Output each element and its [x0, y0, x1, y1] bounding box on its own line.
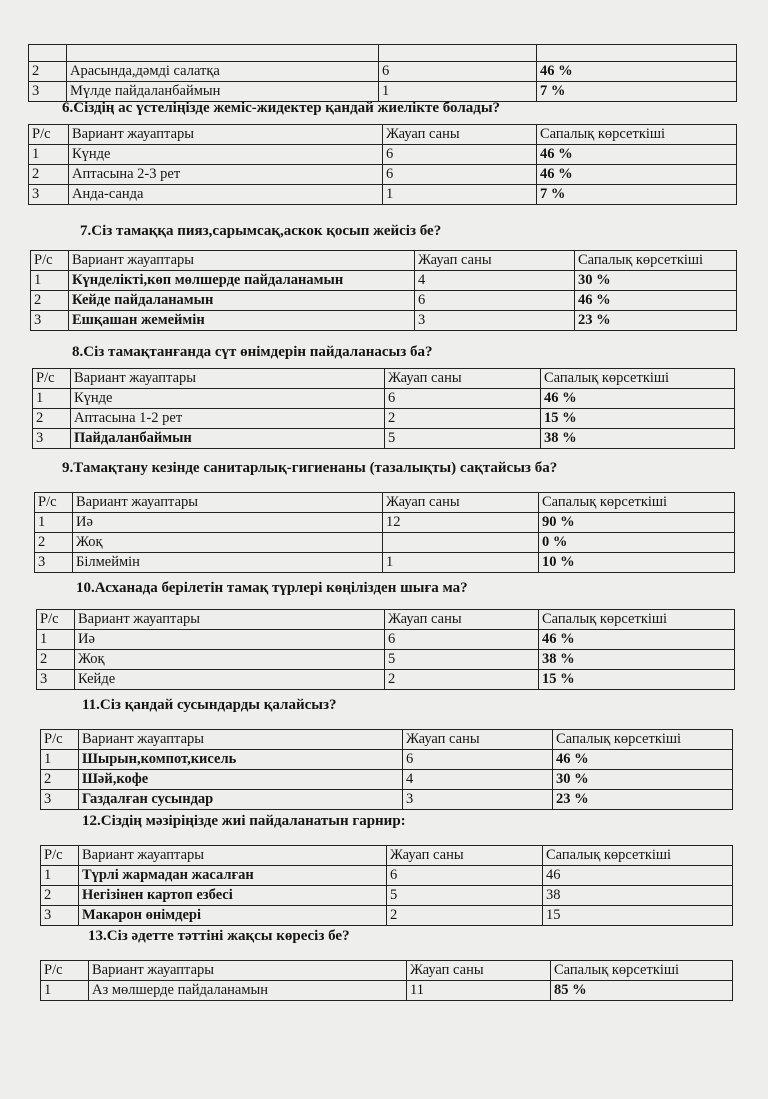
table-q5-continued	[28, 44, 737, 102]
cell-num: 3	[33, 429, 71, 449]
cell-variant: Иә	[73, 513, 383, 533]
cell-num	[29, 45, 67, 62]
table-q13	[40, 960, 733, 1001]
cell-percent: 15 %	[541, 409, 735, 429]
cell-variant: Жоқ	[75, 650, 385, 670]
table-row	[29, 62, 737, 82]
header-num: Р/с	[41, 961, 89, 981]
cell-percent: 10 %	[539, 553, 735, 573]
cell-count	[383, 533, 539, 553]
table-row	[35, 513, 735, 533]
header-num: Р/с	[31, 251, 69, 271]
cell-num: 3	[29, 82, 67, 102]
cell-percent: 46	[543, 866, 733, 886]
table-row	[37, 670, 735, 690]
table-header-row	[41, 846, 733, 866]
cell-variant: Негізінен картоп езбесі	[79, 886, 387, 906]
header-percent: Сапалық көрсеткіші	[543, 846, 733, 866]
cell-num: 3	[29, 185, 69, 205]
header-count: Жауап саны	[383, 125, 537, 145]
cell-count	[379, 45, 537, 62]
cell-percent: 38	[543, 886, 733, 906]
header-num: Р/с	[35, 493, 73, 513]
header-variant: Вариант жауаптары	[69, 125, 383, 145]
cell-num: 1	[37, 630, 75, 650]
table-q10	[36, 609, 735, 690]
cell-variant: Ешқашан жемеймін	[69, 311, 415, 331]
table-q11	[40, 729, 733, 810]
cell-num: 1	[41, 981, 89, 1001]
question-title: 10.Асханада берілетін тамақ түрлері көңілізден шыға ма?	[76, 580, 468, 596]
cell-num: 2	[31, 291, 69, 311]
header-variant: Вариант жауаптары	[79, 730, 403, 750]
cell-percent: 90 %	[539, 513, 735, 533]
cell-variant: Газдалған сусындар	[79, 790, 403, 810]
cell-num: 3	[37, 670, 75, 690]
cell-count: 1	[383, 185, 537, 205]
table-row	[31, 271, 737, 291]
cell-num: 2	[37, 650, 75, 670]
cell-variant: Жоқ	[73, 533, 383, 553]
cell-count: 6	[385, 630, 539, 650]
table-row	[41, 790, 733, 810]
cell-count: 6	[383, 145, 537, 165]
cell-percent: 30 %	[553, 770, 733, 790]
cell-num: 2	[35, 533, 73, 553]
table-row	[29, 82, 737, 102]
question-title: 8.Сіз тамақтанғанда сүт өнімдерін пайдаланасыз ба?	[72, 344, 433, 360]
header-num: Р/с	[37, 610, 75, 630]
cell-count: 6	[415, 291, 575, 311]
cell-count: 6	[379, 62, 537, 82]
question-title: 13.Сіз әдетте тәттіні жақсы көресіз бе?	[88, 928, 350, 944]
cell-percent: 38 %	[539, 650, 735, 670]
cell-variant: Аптасына 1-2 рет	[71, 409, 385, 429]
header-num: Р/с	[41, 846, 79, 866]
table-row	[29, 45, 737, 62]
header-num: Р/с	[33, 369, 71, 389]
cell-variant: Мүлде пайдаланбаймын	[67, 82, 379, 102]
header-variant: Вариант жауаптары	[73, 493, 383, 513]
cell-num: 1	[41, 866, 79, 886]
table-row	[41, 866, 733, 886]
cell-percent: 15 %	[539, 670, 735, 690]
cell-percent: 30 %	[575, 271, 737, 291]
header-variant: Вариант жауаптары	[89, 961, 407, 981]
header-variant: Вариант жауаптары	[71, 369, 385, 389]
cell-variant: Макарон өнімдері	[79, 906, 387, 926]
table-header-row	[31, 251, 737, 271]
table-q6	[28, 124, 737, 205]
header-count: Жауап саны	[385, 369, 541, 389]
table-row	[29, 185, 737, 205]
cell-percent: 46 %	[541, 389, 735, 409]
header-count: Жауап саны	[383, 493, 539, 513]
cell-percent: 0 %	[539, 533, 735, 553]
table-row	[37, 630, 735, 650]
cell-percent: 46 %	[537, 62, 737, 82]
table-row	[31, 311, 737, 331]
cell-count: 2	[385, 670, 539, 690]
cell-variant: Арасында,дәмді салатқа	[67, 62, 379, 82]
header-variant: Вариант жауаптары	[75, 610, 385, 630]
table-header-row	[41, 730, 733, 750]
header-count: Жауап саны	[385, 610, 539, 630]
header-percent: Сапалық көрсеткіші	[575, 251, 737, 271]
cell-num: 1	[41, 750, 79, 770]
header-num: Р/с	[41, 730, 79, 750]
cell-num: 2	[29, 62, 67, 82]
table-row	[41, 750, 733, 770]
cell-num: 1	[35, 513, 73, 533]
header-percent: Сапалық көрсеткіші	[537, 125, 737, 145]
header-percent: Сапалық көрсеткіші	[539, 493, 735, 513]
header-count: Жауап саны	[403, 730, 553, 750]
cell-variant: Анда-санда	[69, 185, 383, 205]
cell-count: 6	[383, 165, 537, 185]
table-q7	[30, 250, 737, 331]
table-row	[33, 409, 735, 429]
cell-percent: 7 %	[537, 185, 737, 205]
table-row	[41, 770, 733, 790]
table-row	[29, 165, 737, 185]
header-num: Р/с	[29, 125, 69, 145]
cell-count: 5	[385, 650, 539, 670]
cell-num: 1	[31, 271, 69, 291]
cell-num: 3	[41, 790, 79, 810]
cell-variant: Түрлі жармадан жасалған	[79, 866, 387, 886]
question-title: 11.Сіз қандай сусындарды қалайсыз?	[82, 697, 337, 713]
cell-count: 6	[403, 750, 553, 770]
header-variant: Вариант жауаптары	[69, 251, 415, 271]
header-percent: Сапалық көрсеткіші	[553, 730, 733, 750]
cell-num: 2	[33, 409, 71, 429]
cell-variant: Білмеймін	[73, 553, 383, 573]
cell-count: 1	[379, 82, 537, 102]
table-row	[37, 650, 735, 670]
cell-num: 1	[33, 389, 71, 409]
question-title: 6.Сіздің ас үстеліңізде жеміс-жидектер қандай жиелікте болады?	[62, 100, 501, 116]
header-variant: Вариант жауаптары	[79, 846, 387, 866]
cell-percent: 46 %	[537, 165, 737, 185]
table-q12	[40, 845, 733, 926]
cell-percent: 46 %	[553, 750, 733, 770]
cell-variant: Кейде	[75, 670, 385, 690]
cell-variant: Күнде	[71, 389, 385, 409]
cell-count: 2	[385, 409, 541, 429]
cell-variant: Пайдаланбаймын	[71, 429, 385, 449]
cell-variant: Шәй,кофе	[79, 770, 403, 790]
table-row	[35, 533, 735, 553]
cell-percent: 23 %	[575, 311, 737, 331]
cell-num: 2	[41, 886, 79, 906]
header-count: Жауап саны	[387, 846, 543, 866]
cell-percent: 38 %	[541, 429, 735, 449]
table-q8	[32, 368, 735, 449]
cell-variant: Аптасына 2-3 рет	[69, 165, 383, 185]
cell-num: 3	[35, 553, 73, 573]
cell-variant: Кейде пайдаланамын	[69, 291, 415, 311]
cell-count: 3	[415, 311, 575, 331]
cell-count: 4	[415, 271, 575, 291]
table-row	[31, 291, 737, 311]
cell-variant: Иә	[75, 630, 385, 650]
cell-percent: 46 %	[537, 145, 737, 165]
cell-count: 6	[385, 389, 541, 409]
table-row	[33, 429, 735, 449]
cell-percent: 46 %	[539, 630, 735, 650]
cell-variant: Шырын,компот,кисель	[79, 750, 403, 770]
table-header-row	[29, 125, 737, 145]
table-q9	[34, 492, 735, 573]
table-row	[41, 981, 733, 1001]
cell-percent: 23 %	[553, 790, 733, 810]
header-percent: Сапалық көрсеткіші	[541, 369, 735, 389]
table-row	[41, 906, 733, 926]
question-title: 7.Сіз тамаққа пияз,сарымсақ,аскок қосып жейсіз бе?	[80, 223, 442, 239]
header-percent: Сапалық көрсеткіші	[551, 961, 733, 981]
cell-variant: Аз мөлшерде пайдаланамын	[89, 981, 407, 1001]
cell-num: 1	[29, 145, 69, 165]
question-title: 9.Тамақтану кезінде санитарлық-гигиенаны (тазалықты) сақтайсыз ба?	[62, 460, 558, 476]
cell-count: 11	[407, 981, 551, 1001]
cell-percent	[537, 45, 737, 62]
table-row	[29, 145, 737, 165]
table-row	[35, 553, 735, 573]
cell-variant: Күнделікті,көп мөлшерде пайдаланамын	[69, 271, 415, 291]
cell-count: 12	[383, 513, 539, 533]
table-header-row	[37, 610, 735, 630]
question-title: 12.Сіздің мәзіріңізде жиі пайдаланатын гарнир:	[82, 813, 406, 829]
cell-percent: 7 %	[537, 82, 737, 102]
table-header-row	[33, 369, 735, 389]
cell-num: 2	[29, 165, 69, 185]
cell-variant: Күнде	[69, 145, 383, 165]
cell-count: 4	[403, 770, 553, 790]
cell-variant	[67, 45, 379, 62]
cell-count: 3	[403, 790, 553, 810]
cell-count: 1	[383, 553, 539, 573]
table-row	[41, 886, 733, 906]
header-count: Жауап саны	[407, 961, 551, 981]
cell-count: 5	[387, 886, 543, 906]
table-row	[33, 389, 735, 409]
cell-count: 5	[385, 429, 541, 449]
cell-num: 2	[41, 770, 79, 790]
cell-percent: 46 %	[575, 291, 737, 311]
header-percent: Сапалық көрсеткіші	[539, 610, 735, 630]
header-count: Жауап саны	[415, 251, 575, 271]
cell-num: 3	[31, 311, 69, 331]
cell-count: 6	[387, 866, 543, 886]
table-header-row	[35, 493, 735, 513]
cell-percent: 15	[543, 906, 733, 926]
cell-percent: 85 %	[551, 981, 733, 1001]
cell-count: 2	[387, 906, 543, 926]
table-header-row	[41, 961, 733, 981]
cell-num: 3	[41, 906, 79, 926]
